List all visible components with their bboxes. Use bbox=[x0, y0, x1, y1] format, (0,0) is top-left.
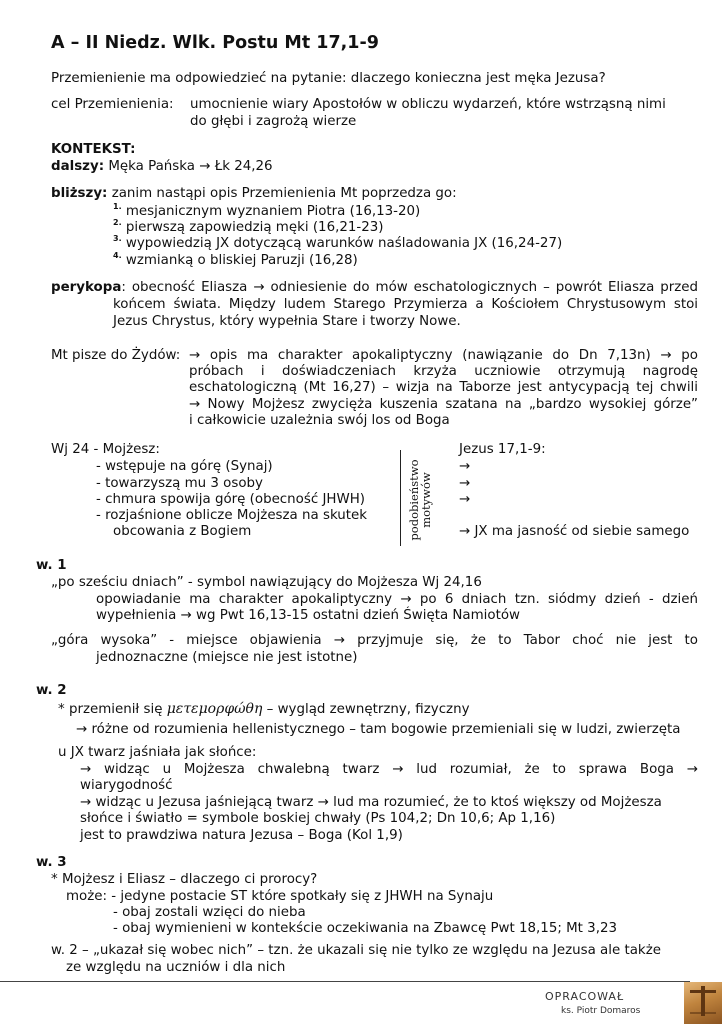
main-question: Przemienienie ma odpowiedzieć na pytanie: dlaczego konieczna jest męka Jezusa? bbox=[51, 71, 606, 86]
perykopa-text: : obecność Eliasza → odniesienie do mów eschatologicznych – powrót Eliasza przed bbox=[121, 280, 698, 295]
compare-right-item: → JX ma jasność od siebie samego bbox=[459, 524, 690, 539]
item-text: mesjanicznym wyznaniem Piotra (16,13-20) bbox=[125, 204, 421, 219]
zydzi-line-4: → Nowy Mojżesz zwycięża kuszenia szatana na „bardzo wysokiej górze” bbox=[189, 397, 698, 412]
zydzi-label: Mt pisze do Żydów: bbox=[51, 348, 181, 363]
cel-line-1: umocnienie wiary Apostołów w obliczu wydarzeń, które wstrząsną nimi bbox=[190, 97, 666, 112]
w1-line-3: wypełnienia → wg Pwt 16,13-15 ostatni dzień Święta Namiotów bbox=[96, 608, 520, 623]
item-number: 4. bbox=[113, 251, 122, 260]
compare-left-item: - towarzyszą mu 3 osoby bbox=[96, 476, 263, 491]
w3-line-2: może: - jedyne postacie ST które spotkały się z JHWH na Synaju bbox=[66, 889, 494, 904]
dalszy-row bbox=[51, 159, 273, 175]
w2-text: * przemienił się bbox=[58, 702, 163, 717]
cel-line-2: do głębi i zagrożą wierze bbox=[190, 114, 357, 129]
w2-heading: w. 2 bbox=[36, 683, 67, 698]
w1-line-5: jednoznaczne (miejsce nie jest istotne) bbox=[96, 650, 358, 665]
w2-line-6: → widząc u Jezusa jaśniejącą twarz → lud ma rozumieć, że to ktoś większy od Mojżesza bbox=[80, 795, 662, 810]
w2-line-8: jest to prawdziwa natura Jezusa – Boga (Kol 1,9) bbox=[80, 828, 403, 843]
blizszy-row bbox=[51, 186, 457, 202]
item-text: wzmianką o bliskiej Paruzji (16,28) bbox=[125, 253, 358, 268]
compare-left-item: obcowania z Bogiem bbox=[113, 524, 252, 539]
compare-left-item: - wstępuje na górę (Synaj) bbox=[96, 459, 273, 474]
context-item-4 bbox=[113, 253, 358, 270]
w3-heading: w. 3 bbox=[36, 855, 67, 870]
zydzi-line-2: próbach i doświadczeniach krzyża uczniowie otrzymują nagrodę bbox=[189, 364, 698, 379]
w1-heading: w. 1 bbox=[36, 558, 67, 573]
compare-left-head: Wj 24 - Mojżesz: bbox=[51, 442, 160, 457]
item-text: wypowiedzią JX dotyczącą warunków naśladowania JX (16,24-27) bbox=[125, 236, 563, 251]
greek-word: μετεμορφώθη bbox=[166, 701, 263, 717]
zydzi-line-1: → opis ma charakter apokaliptyczny (nawiązanie do Dn 7,13n) → po bbox=[189, 348, 698, 363]
compare-divider bbox=[400, 450, 401, 546]
context-item-2 bbox=[113, 220, 383, 237]
blizszy-label: bliższy: bbox=[51, 186, 108, 201]
item-text: pierwszą zapowiedzią męki (16,21-23) bbox=[125, 220, 384, 235]
dalszy-label: dalszy: bbox=[51, 159, 105, 174]
w2-line-3: u JX twarz jaśniała jak słońce: bbox=[58, 745, 257, 760]
w2-line-1 bbox=[58, 701, 470, 718]
w2-line-2: → różne od rozumienia hellenistycznego – tam bogowie przemieniali się w ludzi, zwierzęta bbox=[76, 722, 681, 737]
page-title: A – II Niedz. Wlk. Postu Mt 17,1-9 bbox=[51, 33, 379, 53]
compare-right-head: Jezus 17,1-9: bbox=[459, 442, 546, 457]
compare-left-item: - rozjaśnione oblicze Mojżesza na skutek bbox=[96, 508, 368, 523]
item-number: 2. bbox=[113, 218, 122, 227]
perykopa-label: perykopa bbox=[51, 280, 122, 295]
cel-label: cel Przemienienia: bbox=[51, 97, 174, 112]
middle-text: podobieństwo motywów bbox=[407, 459, 433, 541]
w1-line-2: opowiadanie ma charakter apokaliptyczny → po 6 dniach tzn. siódmy dzień - dzień bbox=[96, 592, 698, 607]
zydzi-line-3: eschatologiczną (Mt 16,27) – wizja na Taborze jest antycypacją tej chwili bbox=[189, 380, 698, 395]
w1-line-1: „po sześciu dniach” - symbol nawiązujący do Mojżesza Wj 24,16 bbox=[51, 575, 482, 590]
w2-line-7: słońce i światło = symbole boskiej chwały (Ps 104,2; Dn 10,6; Ap 1,16) bbox=[80, 811, 556, 826]
footer-author-label: OPRACOWAŁ bbox=[545, 990, 625, 1003]
dalszy-text: Męka Pańska → Łk 24,26 bbox=[108, 159, 273, 174]
w3-line-3: - obaj zostali wzięci do nieba bbox=[113, 905, 306, 920]
compare-right-item: → bbox=[459, 492, 471, 507]
footer-author-name: ks. Piotr Domaros bbox=[561, 1006, 641, 1016]
context-item-3 bbox=[113, 236, 562, 253]
w2-text: – wygląd zewnętrzny, fizyczny bbox=[266, 702, 470, 717]
w2-line-5: wiarygodność bbox=[80, 778, 173, 793]
item-number: 1. bbox=[113, 202, 122, 211]
compare-right-item: → bbox=[459, 459, 471, 474]
w3-line-4: - obaj wymienieni w kontekście oczekiwania na Zbawcę Pwt 18,15; Mt 3,23 bbox=[113, 921, 617, 936]
perykopa-line-2: końcem świata. Między ludem Starego Przymierza a Kościołem Chrystusowym stoi bbox=[113, 297, 698, 312]
w3-line-5: w. 2 – „ukazał się wobec nich” – tzn. że ukazali się nie tylko ze względu na Jezusa ale także bbox=[51, 943, 661, 958]
compare-right-item: → bbox=[459, 476, 471, 491]
compare-left-item: - chmura spowija górę (obecność JHWH) bbox=[96, 492, 365, 507]
item-number: 3. bbox=[113, 234, 122, 243]
w1-line-4: „góra wysoka” - miejsce objawienia → przyjmuje się, że to Tabor choć nie jest to bbox=[51, 633, 698, 648]
zydzi-line-5: i całkowicie uzależnia swój los od Boga bbox=[189, 413, 450, 428]
bible-book-icon bbox=[684, 982, 722, 1024]
kontekst-heading: KONTEKST: bbox=[51, 142, 136, 157]
blizszy-text: zanim nastąpi opis Przemienienia Mt poprzedza go: bbox=[111, 186, 457, 201]
w2-line-4: → widząc u Mojżesza chwalebną twarz → lud rozumiał, że to sprawa Boga → bbox=[80, 762, 698, 777]
perykopa-line-3: Jezus Chrystus, który wypełnia Stare i tworzy Nowe. bbox=[113, 314, 461, 329]
context-item-1 bbox=[113, 204, 420, 221]
perykopa-line-1 bbox=[51, 280, 698, 296]
w3-line-1: * Mojżesz i Eliasz – dlaczego ci prorocy? bbox=[51, 872, 318, 887]
w3-line-6: ze względu na uczniów i dla nich bbox=[66, 960, 286, 975]
compare-middle-label bbox=[402, 456, 438, 544]
footer-divider bbox=[0, 981, 690, 982]
